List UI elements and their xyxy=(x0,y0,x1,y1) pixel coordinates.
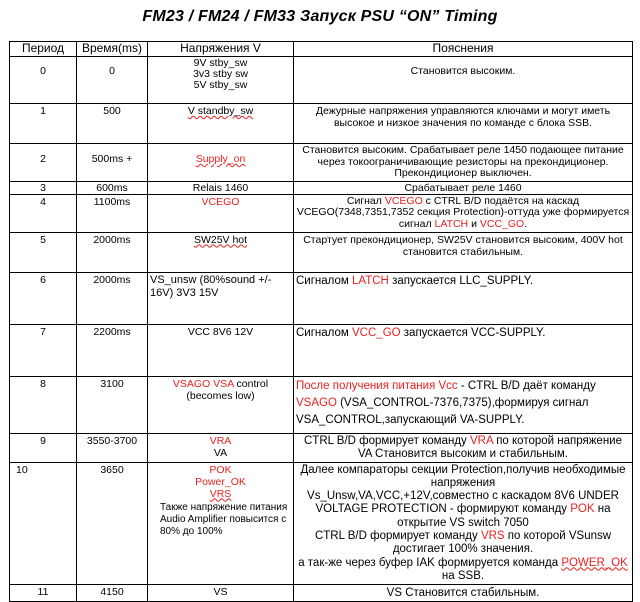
table-row xyxy=(10,144,633,182)
cell-period: 9 xyxy=(10,433,77,462)
cell-note: Становится высоким. Срабатывает реле 1450 подающее питание через токоограничивающие резисторы на прекондиционер. Прекондиционер выключен. xyxy=(294,144,633,182)
cell-voltage xyxy=(148,462,294,585)
cell-time: 3100 xyxy=(77,376,148,433)
cell-voltage xyxy=(148,232,294,272)
cell-period: 3 xyxy=(10,181,77,194)
cell-note: Сигналом VCC_GO запускается VCC-SUPPLY. xyxy=(294,324,633,376)
cell-voltage xyxy=(148,272,294,324)
cell-time: 0 xyxy=(77,57,148,104)
table-row xyxy=(10,433,633,462)
cell-time: 4150 xyxy=(77,585,148,602)
cell-voltage xyxy=(148,194,294,232)
table-row xyxy=(10,376,633,433)
voltage-line: VCEGO xyxy=(201,195,240,208)
cell-note: Становится высоким. xyxy=(294,57,633,104)
cell-period: 8 xyxy=(10,376,77,433)
cell-note: Сигнал VCEGO с CTRL B/D подаётся на каскад VCEGO(7348,7351,7352 секция Protection)-оттуда уже формируется сигнал LATCH и VCC_GO. xyxy=(294,194,633,232)
cell-voltage: Relais 1460 xyxy=(148,181,294,194)
cell-period: 11 xyxy=(10,585,77,602)
table-row xyxy=(10,585,633,602)
voltage-line: VRS xyxy=(209,487,232,500)
cell-note: После получения питания Vcc - CTRL B/D даёт команду VSAGO (VSA_CONTROL-7376,7375),формируя сигнал VSA_CONTROL,запускающий VA-SUPPLY. xyxy=(294,376,633,433)
cell-voltage xyxy=(148,433,294,462)
table-header-row xyxy=(10,42,633,57)
note-line: а так-же через буфер IAK формируется команда POWER_OK на SSB. xyxy=(298,556,628,582)
cell-period: 7 xyxy=(10,324,77,376)
cell-note: Дежурные напряжения управляются ключами и могут иметь высокое и низкое значения по команде с блока SSB. xyxy=(294,104,633,144)
cell-period: 2 xyxy=(10,144,77,182)
table-row xyxy=(10,194,633,232)
cell-time: 600ms xyxy=(77,181,148,194)
cell-period: 6 xyxy=(10,272,77,324)
page-title: FM23 / FM24 / FM33 Запуск PSU “ON” Timing xyxy=(142,8,498,25)
voltage-line: VRA xyxy=(209,434,232,447)
voltage-line: VA xyxy=(213,446,228,459)
voltage-line: Supply_on xyxy=(195,153,246,165)
cell-period: 10 xyxy=(10,462,77,585)
voltage-line: 3v3 stby sw xyxy=(193,68,248,80)
voltage-line: POK xyxy=(209,463,232,476)
cell-voltage xyxy=(148,144,294,182)
cell-time: 500ms + xyxy=(77,144,148,182)
cell-time: 2200ms xyxy=(77,324,148,376)
cell-voltage: VSAGO VSA control (becomes low) xyxy=(148,376,294,433)
cell-voltage xyxy=(148,104,294,144)
table-row xyxy=(10,324,633,376)
voltage-line: Power_OK xyxy=(195,475,246,488)
cell-note: Стартует прекондиционер, SW25V становится высоким, 400V hot становится стабильным. xyxy=(294,232,633,272)
cell-note: CTRL B/D формирует команду VRA по которой напряжение VA Становится высоким и стабильным. xyxy=(294,433,633,462)
cell-time: 500 xyxy=(77,104,148,144)
note-line: CTRL B/D формирует команду VRS по которой VSunsw достигает 100% значения. xyxy=(314,529,612,556)
cell-note: Сигналом LATCH запускается LLC_SUPPLY. xyxy=(294,272,633,324)
header-notes: Пояснения xyxy=(294,42,633,57)
cell-time: 1100ms xyxy=(77,194,148,232)
voltage-note: Также напряжение питания Audio Amplifier повысится с 80% до 100% xyxy=(160,501,288,537)
cell-time: 2000ms xyxy=(77,272,148,324)
table-row xyxy=(10,57,633,104)
cell-period: 1 xyxy=(10,104,77,144)
cell-voltage: VS xyxy=(148,585,294,602)
table-row xyxy=(10,181,633,194)
table-row xyxy=(10,104,633,144)
cell-note: Срабатывает реле 1460 xyxy=(294,181,633,194)
header-period: Период xyxy=(10,42,77,57)
timing-table xyxy=(9,41,633,602)
header-voltage: Напряжения V xyxy=(148,42,294,57)
cell-period: 5 xyxy=(10,232,77,272)
cell-time: 3650 xyxy=(77,462,148,585)
note-line: Vs_Unsw,VA,VCC,+12V,совместно с каскадом 8V6 UNDER VOLTAGE PROTECTION - формируют команду POK на открытие VS switch 7050 xyxy=(307,490,619,529)
header-time: Время(ms) xyxy=(77,42,148,57)
voltage-line: 5V stby_sw xyxy=(193,79,248,91)
cell-note: VS Становится стабильным. xyxy=(294,585,633,602)
cell-time: 2000ms xyxy=(77,232,148,272)
cell-time: 3550-3700 xyxy=(77,433,148,462)
voltage-line: V standby_sw xyxy=(187,105,254,117)
voltage-line: 9V stby_sw xyxy=(193,57,248,69)
cell-note xyxy=(294,462,633,585)
voltage-line: VS_unsw (80%sound +/- 16V) 3V3 15V xyxy=(150,273,272,299)
table-row xyxy=(10,462,633,585)
cell-period: 0 xyxy=(10,57,77,104)
table-row xyxy=(10,272,633,324)
note-line: Далее компараторы секции Protection,получив необходимые напряжения xyxy=(300,463,626,489)
cell-voltage: VCC 8V6 12V xyxy=(148,324,294,376)
cell-voltage xyxy=(148,57,294,104)
cell-period: 4 xyxy=(10,194,77,232)
voltage-line: SW25V hot xyxy=(193,233,248,246)
table-row xyxy=(10,232,633,272)
